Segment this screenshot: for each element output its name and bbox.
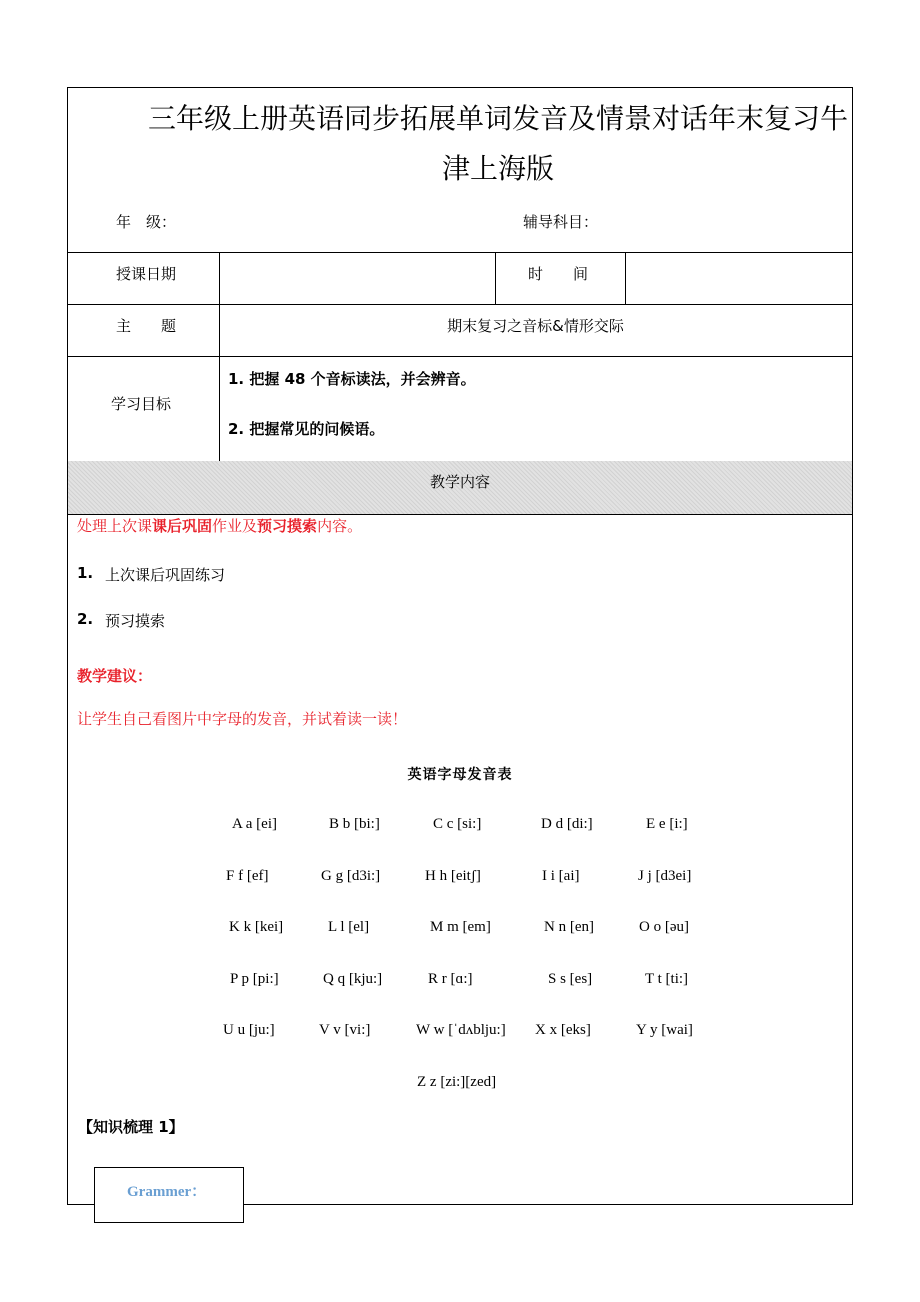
letter-a: A a [ei] (232, 816, 277, 832)
lesson-plan-table (67, 87, 853, 1205)
row-divider (68, 304, 852, 305)
letter-z: Z z [zi:][zed] (417, 1074, 497, 1090)
date-label: 授课日期 (116, 265, 177, 283)
grammar-label: Grammer： (127, 1184, 207, 1200)
letter-g: G g [d3i:] (321, 868, 381, 884)
suggestion-text: 让学生自己看图片中字母的发音，并试着读一读！ (77, 710, 408, 728)
letter-v: V v [vi:] (319, 1022, 371, 1038)
grade-label: 年 级： (116, 213, 177, 231)
letter-d: D d [di:] (541, 816, 593, 832)
intro-part-3: 内容。 (317, 517, 363, 535)
date-field[interactable] (219, 253, 495, 304)
letter-e: E e [i:] (646, 816, 688, 832)
letter-l: L l [el] (328, 919, 370, 935)
intro-bold-2: 预习摸索 (257, 517, 318, 535)
letter-n: N n [en] (544, 919, 594, 935)
goal-item-2: 2. 把握常见的问候语。 (228, 420, 385, 438)
letter-q: Q q [kju:] (323, 971, 383, 987)
letter-u: U u [ju:] (223, 1022, 275, 1038)
knowledge-section-label: 【知识梳理 1】 (78, 1118, 184, 1136)
intro-bold-1: 课后巩固 (152, 517, 213, 535)
letter-c: C c [si:] (433, 816, 482, 832)
intro-part-1: 处理上次课 (77, 517, 153, 535)
letter-s: S s [es] (548, 971, 593, 987)
letter-y: Y y [wai] (636, 1022, 693, 1038)
letter-h: H h [eitʃ] (425, 868, 481, 884)
alphabet-table-title: 英语字母发音表 (407, 767, 513, 783)
letter-o: O o [əu] (639, 919, 689, 935)
content-header-label: 教学内容 (429, 473, 490, 491)
letter-k: K k [kei] (229, 919, 284, 935)
list-item-1-text: 上次课后巩固练习 (105, 566, 226, 584)
list-item-2-text: 预习摸索 (105, 612, 166, 630)
intro-text (77, 515, 362, 536)
subject-label: 辅导科目： (523, 213, 599, 231)
letter-j: J j [d3ei] (638, 868, 692, 884)
document-title: 三年级上册英语同步拓展单词发音及情景对话年末复习牛津上海版 (147, 102, 848, 185)
row-divider (68, 356, 852, 357)
letter-x: X x [eks] (535, 1022, 591, 1038)
list-item-2-number: 2. (77, 610, 94, 628)
letter-w: W w [ˈdʌblju:] (416, 1022, 506, 1038)
letter-i: I i [ai] (542, 868, 580, 884)
letter-p: P p [pi:] (230, 971, 279, 987)
intro-part-2: 作业及 (212, 517, 258, 535)
list-item-1-number: 1. (77, 564, 94, 582)
time-field[interactable] (626, 253, 852, 304)
grammar-box (94, 1167, 244, 1223)
letter-m: M m [em] (430, 919, 491, 935)
letter-b: B b [bi:] (329, 816, 380, 832)
goal-label: 学习目标 (111, 395, 172, 413)
goal-item-1: 1. 把握 48 个音标读法，并会辨音。 (228, 370, 476, 388)
suggestion-label: 教学建议： (77, 667, 153, 685)
time-label: 时 间 (528, 265, 589, 283)
letter-f: F f [ef] (226, 868, 269, 884)
letter-r: R r [ɑ:] (428, 971, 473, 987)
letter-t: T t [ti:] (645, 971, 689, 987)
topic-value: 期末复习之音标&情形交际 (447, 317, 624, 335)
column-divider (495, 252, 496, 304)
topic-label: 主 题 (116, 317, 177, 335)
